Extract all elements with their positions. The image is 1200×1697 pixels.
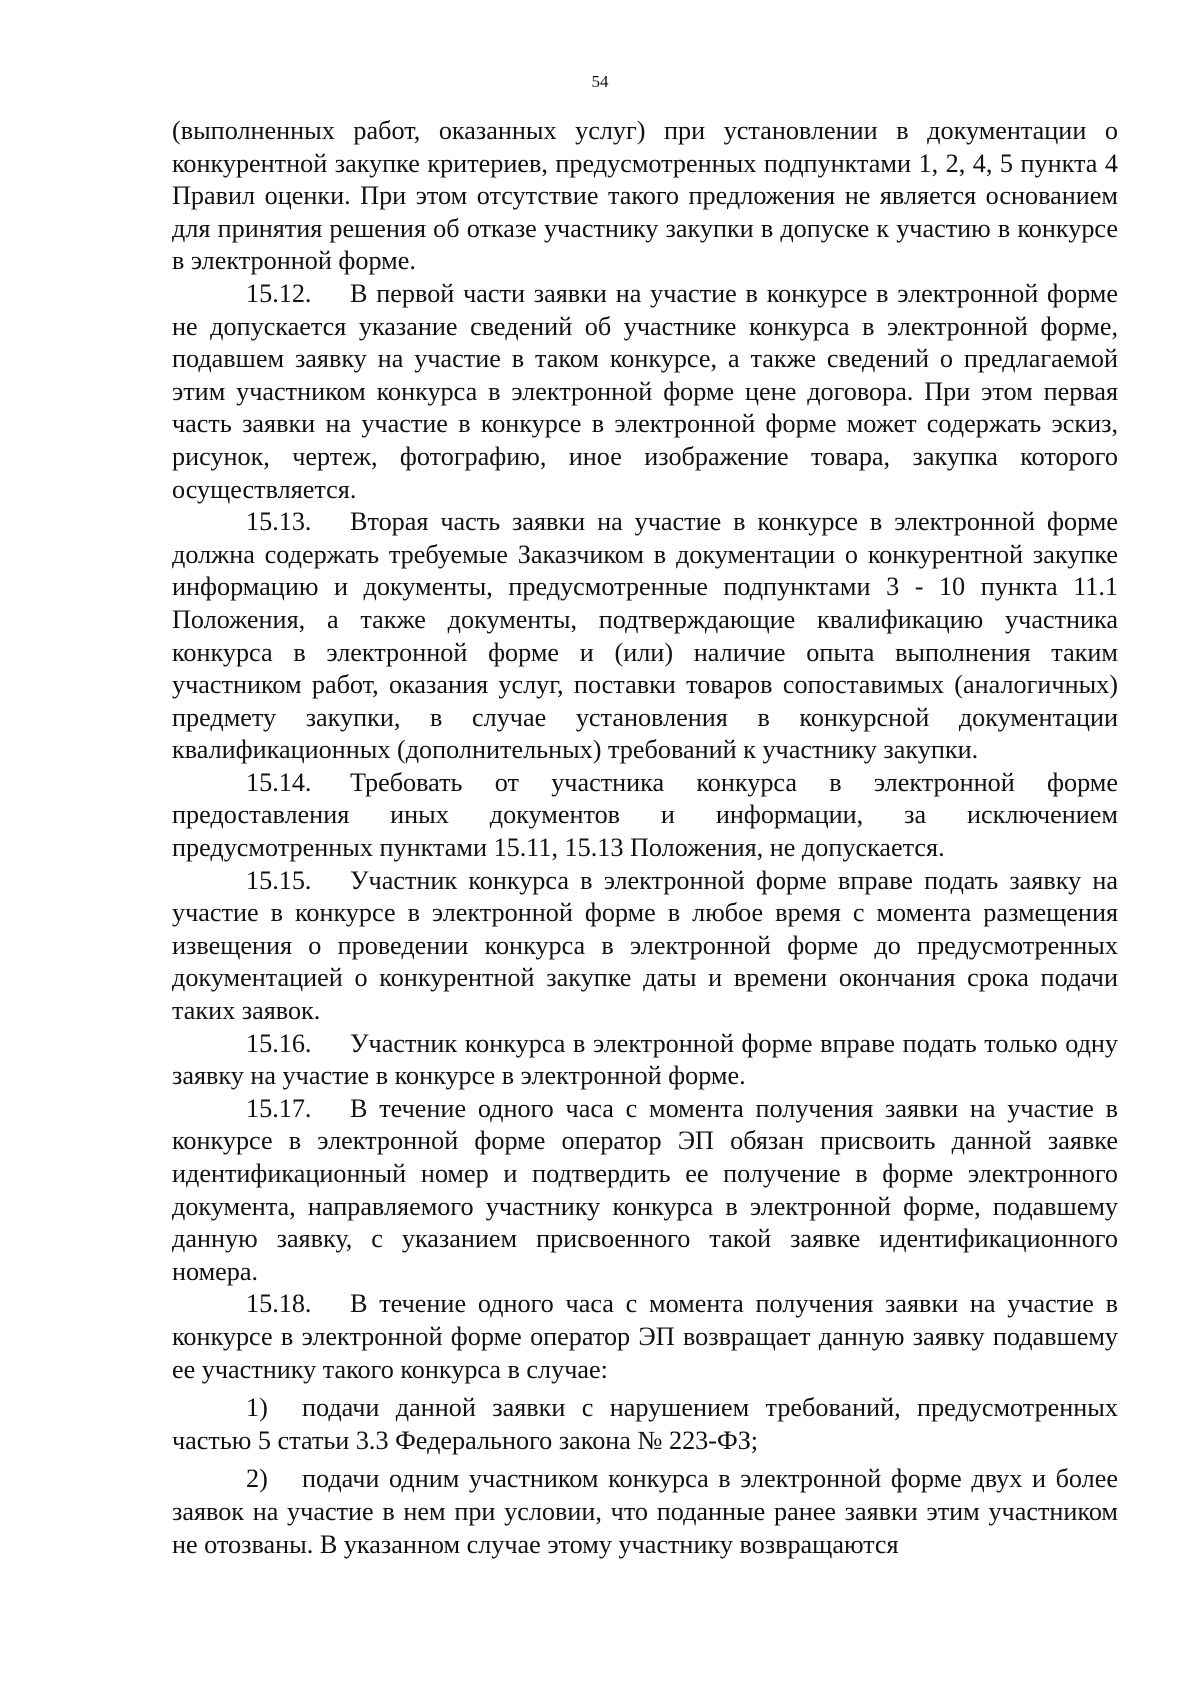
paragraph-15-15: [172, 865, 1118, 1028]
paragraph-text: Требовать от участника конкурса в электронной форме предоставления иных документов и информации, за исключением предусмотренных пунктами 15.11, 15.13 Положения, не допускается.: [172, 767, 1118, 863]
paragraph-text: В течение одного часа с момента получения заявки на участие в конкурсе в электронной форме оператор ЭП возвращает данную заявку подавшему ее участнику такого конкурса в случае:: [172, 1289, 1118, 1384]
paragraph-number: 15.13.: [246, 507, 312, 537]
list-item-number: 2): [246, 1464, 268, 1494]
list-item-number: 1): [246, 1393, 268, 1423]
paragraph-text: (выполненных работ, оказанных услуг) при установлении в документации о конкурентной закупке критериев, предусмотренных подпунктами 1, 2, 4, 5 пункта 4 Правил оценки. При этом отсутствие такого предложения не является основанием для принятия решения об отказе участнику закупки в допуске к участию в конкурсе в электронной форме.: [172, 116, 1118, 276]
paragraph-number: 15.14.: [246, 767, 312, 797]
paragraph-number: 15.16.: [246, 1028, 312, 1058]
paragraph-number: 15.17.: [246, 1093, 312, 1123]
paragraph-15-17: [172, 1093, 1118, 1289]
paragraph-number: 15.12.: [246, 278, 312, 308]
paragraph-text: Участник конкурса в электронной форме вправе подать заявку на участие в конкурсе в электронной форме в любое время с момента размещения извещения о проведении конкурса в электронной форме до предусмотренных документацией о конкурентной закупке даты и времени окончания срока подачи таких заявок.: [172, 865, 1118, 1026]
paragraph-continuation: [172, 115, 1118, 278]
page-number: 54: [591, 72, 609, 91]
paragraph-text: В первой части заявки на участие в конкурсе в электронной форме не допускается указание сведений об участнике конкурса в электронной форме, подавшем заявку на участие в таком конкурсе, а также сведений о предлагаемой этим участником конкурса в электронной форме цене договора. При этом первая часть заявки на участие в конкурсе в электронной форме может содержать эскиз, рисунок, чертеж, фотографию, иное изображение товара, закупка которого осуществляется.: [172, 278, 1118, 504]
paragraph-15-18: [172, 1288, 1118, 1386]
paragraph-number: 15.15.: [246, 865, 312, 895]
list-item-2: [172, 1463, 1118, 1561]
paragraph-15-12: [172, 278, 1118, 506]
paragraph-text: Вторая часть заявки на участие в конкурсе в электронной форме должна содержать требуемые Заказчиком в документации о конкурентной закупке информацию и документы, предусмотренные подпунктами 3 - 10 пункта 11.1 Положения, а также документы, подтверждающие квалификацию участника конкурса в электронной форме и (или) наличие опыта выполнения таким участником работ, оказания услуг, поставки товаров сопоставимых (аналогичных) предмету закупки, в случае установления в конкурсной документации квалификационных (дополнительных) требований к участнику закупки.: [172, 507, 1118, 765]
document-body: [172, 115, 1118, 1561]
list-item-text: подачи одним участником конкурса в электронной форме двух и более заявок на участие в нем при условии, что поданные ранее заявки этим участником не отозваны. В указанном случае этому участнику возвращаются: [172, 1464, 1118, 1559]
paragraph-text: Участник конкурса в электронной форме вправе подать только одну заявку на участие в конкурсе в электронной форме.: [172, 1028, 1118, 1091]
paragraph-number: 15.18.: [246, 1289, 312, 1319]
list-item-text: подачи данной заявки с нарушением требований, предусмотренных частью 5 статьи 3.3 Федерального закона № 223-ФЗ;: [172, 1393, 1118, 1455]
paragraph-15-13: [172, 506, 1118, 767]
paragraph-text: В течение одного часа с момента получения заявки на участие в конкурсе в электронной форме оператор ЭП обязан присвоить данной заявке идентификационный номер и подтвердить ее получение в форме электронного документа, направляемого участнику конкурса в электронной форме, подавшему данную заявку, с указанием присвоенного такой заявке идентификационного номера.: [172, 1093, 1118, 1286]
paragraph-15-16: [172, 1028, 1118, 1093]
list-item-1: [172, 1392, 1118, 1457]
paragraph-15-14: [172, 767, 1118, 865]
